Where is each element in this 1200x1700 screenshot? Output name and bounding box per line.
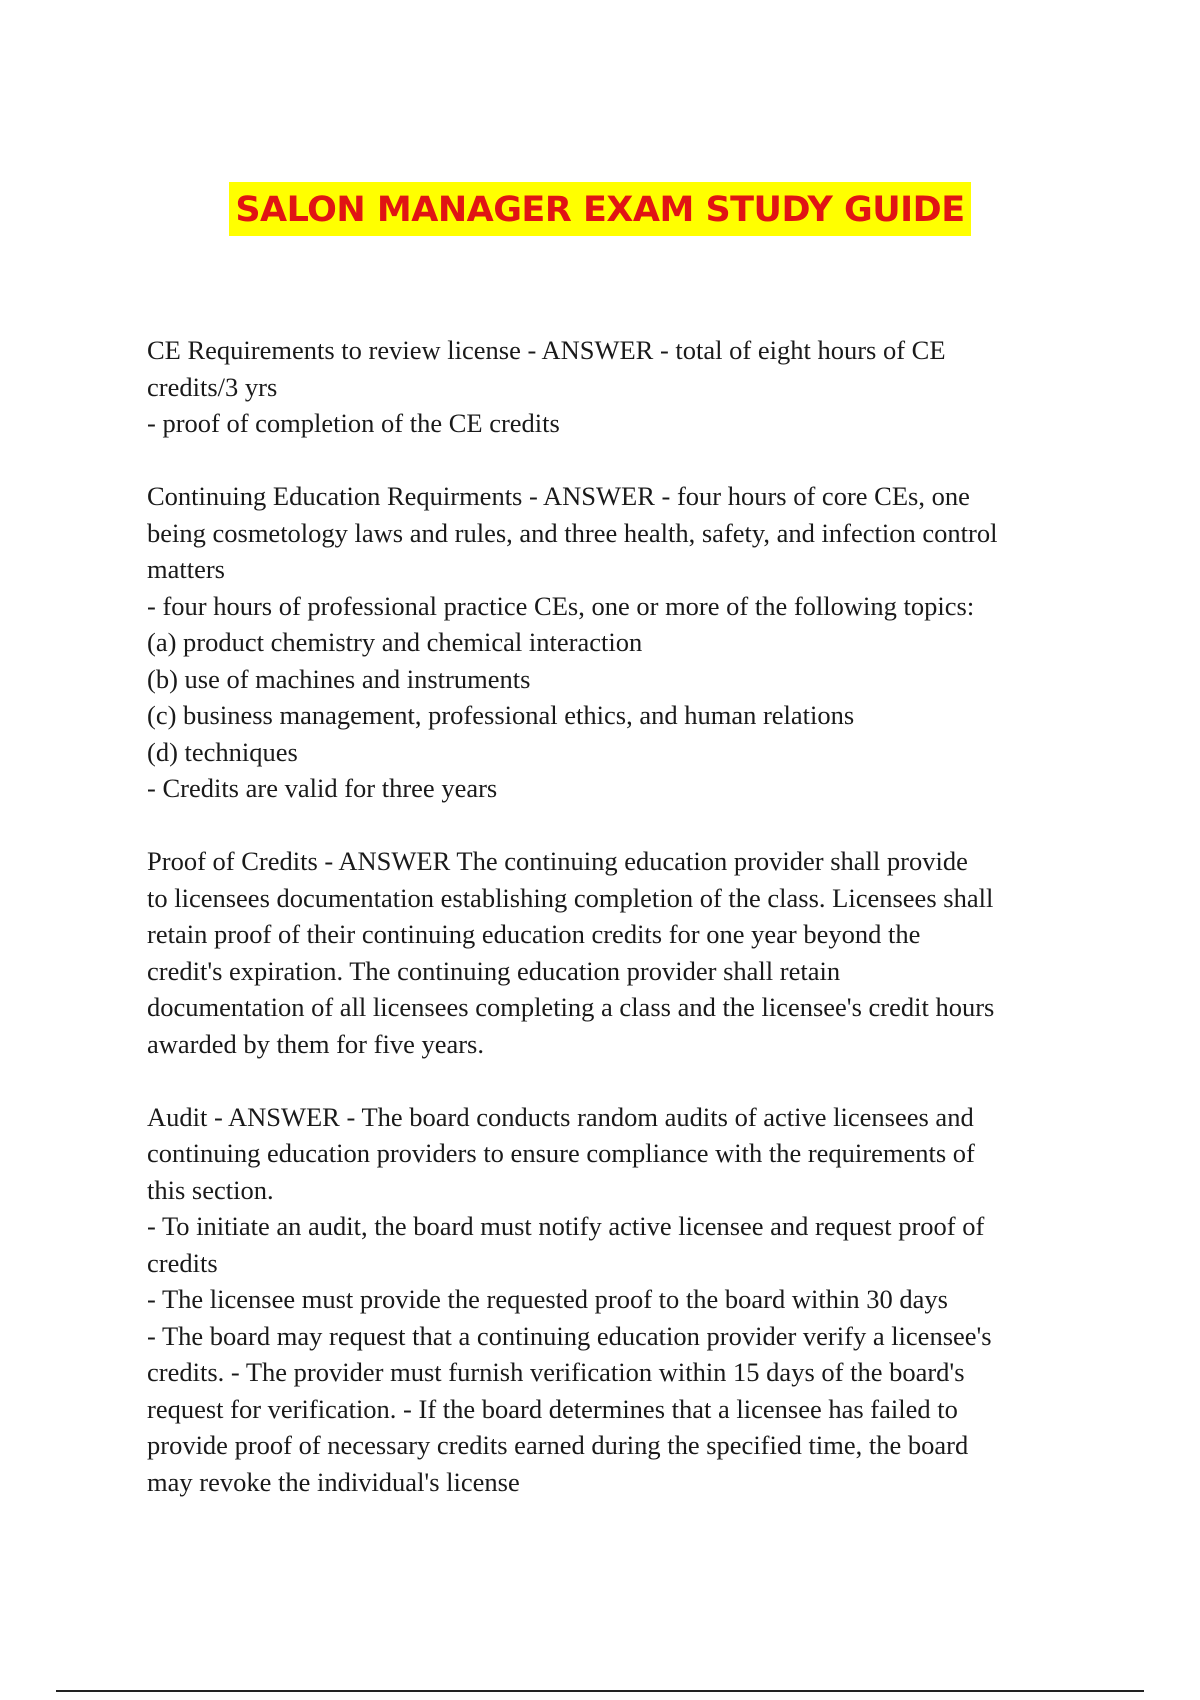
text-line: request for verification. - If the board determines that a licensee has failed to bbox=[147, 1393, 958, 1424]
text-line: this section. bbox=[147, 1174, 274, 1205]
text-line: credits. - The provider must furnish verification within 15 days of the board's bbox=[147, 1357, 965, 1387]
document-body bbox=[147, 332, 1067, 1537]
text-line: CE Requirements to review license - ANSWER - total of eight hours of CE bbox=[147, 335, 946, 365]
text-line: credits/3 yrs bbox=[147, 371, 278, 402]
text-line: (d) techniques bbox=[147, 736, 298, 767]
text-line: - four hours of professional practice CEs, one or more of the following topics: bbox=[147, 590, 975, 621]
text-line: credit's expiration. The continuing education provider shall retain bbox=[147, 955, 841, 986]
text-line: - To initiate an audit, the board must notify active licensee and request proof of bbox=[147, 1211, 985, 1241]
section-ce-requirements bbox=[147, 332, 1067, 442]
text-line: matters bbox=[147, 554, 225, 584]
document-title: SALON MANAGER EXAM STUDY GUIDE bbox=[229, 182, 970, 236]
text-line: documentation of all licensees completing a class and the licensee's credit hours bbox=[147, 992, 995, 1022]
text-line: retain proof of their continuing education credits for one year beyond the bbox=[147, 919, 921, 949]
text-line: Audit - ANSWER - The board conducts random audits of active licensees and bbox=[147, 1101, 974, 1132]
text-line: (c) business management, professional ethics, and human relations bbox=[147, 700, 855, 730]
text-line: - The licensee must provide the requested proof to the board within 30 days bbox=[147, 1284, 948, 1314]
text-line: (a) product chemistry and chemical interaction bbox=[147, 627, 643, 657]
text-line: awarded by them for five years. bbox=[147, 1028, 484, 1059]
text-line: - proof of completion of the CE credits bbox=[147, 408, 560, 438]
text-line: - Credits are valid for three years bbox=[147, 773, 498, 803]
text-line: continuing education providers to ensure compliance with the requirements of bbox=[147, 1138, 975, 1168]
text-line: (b) use of machines and instruments bbox=[147, 663, 531, 694]
text-line: - The board may request that a continuing education provider verify a licensee's bbox=[147, 1320, 992, 1351]
text-line: Continuing Education Requirments - ANSWER - four hours of core CEs, one bbox=[147, 481, 970, 511]
text-line: being cosmetology laws and rules, and three health, safety, and infection control bbox=[147, 517, 998, 548]
text-line: provide proof of necessary credits earned during the specified time, the board bbox=[147, 1430, 969, 1460]
text-line: to licensees documentation establishing completion of the class. Licensees shall bbox=[147, 882, 994, 913]
text-line: Proof of Credits - ANSWER The continuing education provider shall provide bbox=[147, 846, 968, 876]
section-proof-of-credits bbox=[147, 843, 1067, 1062]
text-line: may revoke the individual's license bbox=[147, 1466, 520, 1497]
section-audit bbox=[147, 1099, 1067, 1501]
bottom-divider bbox=[56, 1690, 1144, 1692]
title-wrap bbox=[0, 182, 1200, 236]
section-continuing-education bbox=[147, 478, 1067, 807]
text-line: credits bbox=[147, 1247, 218, 1278]
